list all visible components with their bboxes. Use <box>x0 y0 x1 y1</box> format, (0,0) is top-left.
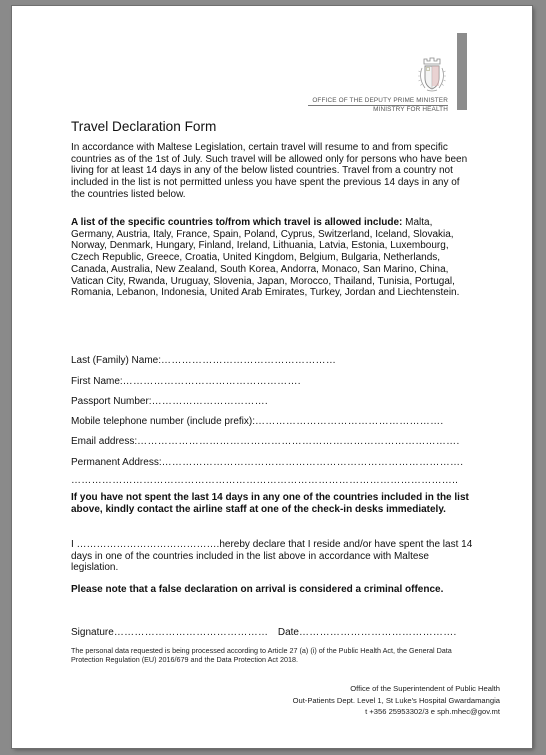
ministry-line-2: MINISTRY FOR HEALTH <box>373 106 448 113</box>
coat-of-arms-icon <box>415 56 449 94</box>
last-name-field[interactable] <box>71 355 481 367</box>
first-name-field[interactable] <box>71 376 481 388</box>
passport-number-blank[interactable]: ……………………………. <box>151 396 268 407</box>
countries-heading: A list of the specific countries to/from which travel is allowed include: <box>71 217 403 228</box>
date-label: Date <box>277 627 299 638</box>
signature-date-row <box>71 627 481 639</box>
office-address-footer <box>272 683 500 718</box>
passport-number-label: Passport Number: <box>71 396 152 407</box>
mobile-number-field[interactable] <box>71 416 481 428</box>
footer-contact: t +356 25953302/3 e sph.mhec@gov.mt <box>365 707 500 717</box>
countries-list: Malta, Germany, Austria, Italy, France, Spain, Poland, Cyprus, Switzerland, Iceland, Slovakia, Norway, Denmark, Hungary, Finland, Ireland, Lithuania, Latvia, Estonia, Luxembourg, Czech Republic, Greece, Croatia, United Kingdom, Belgium, Bulgaria, Netherlands, Canada, Australia, New Zealand, South Korea, Andorra, Monaco, San Marino, China, Vatican City, Rwanda, Uruguay, Slovenia, Japan, Morocco, Thailand, Tunisia, Portugal, Romania, Lebanon, Indonesia, United Arab Emirates, Turkey, Jordan and Liechtenstein. <box>71 217 460 299</box>
address-continuation-field[interactable] <box>71 475 481 487</box>
permanent-address-blank[interactable]: ……………………………………………………………………………. <box>161 457 464 468</box>
contact-airline-warning: If you have not spent the last 14 days in any one of the countries included in the list above, kindly contact the airline staff at one of the check-in desks immediately. <box>71 492 469 515</box>
residence-declaration: I …………………………………….hereby declare that I reside and/or have spent the last 14 days in one of the countries included in the list above in accordance with Maltese legislation. <box>71 539 473 574</box>
false-declaration-notice: Please note that a false declaration on arrival is considered a criminal offence. <box>71 584 444 595</box>
countries-paragraph <box>71 217 474 299</box>
ministry-divider <box>308 105 448 106</box>
email-label: Email address: <box>71 436 138 447</box>
email-field[interactable] <box>71 436 481 448</box>
ministry-line-1: OFFICE OF THE DEPUTY PRIME MINISTER <box>312 97 448 104</box>
first-name-label: First Name: <box>71 376 123 387</box>
first-name-blank[interactable]: ……………………………………………. <box>122 376 301 387</box>
last-name-label: Last (Family) Name: <box>71 355 162 366</box>
date-blank[interactable]: ………………………………………. <box>299 627 457 638</box>
email-blank[interactable]: …………………………………………………………………………………. <box>137 436 460 447</box>
signature-blank[interactable]: ……………………………………… <box>113 627 269 638</box>
form-title: Travel Declaration Form <box>71 119 217 134</box>
data-protection-notice: The personal data requested is being processed according to Article 27 (a) (i) of the Public Health Act, the General Data Protection Regulation (EU) 2016/679 and the Data Protection Act 2018. <box>71 646 452 665</box>
document-page <box>12 6 532 748</box>
footer-office: Office of the Superintendent of Public Health <box>350 684 500 693</box>
address-continuation-blank[interactable]: ………………………………………………………………………………………………….. <box>71 475 459 486</box>
permanent-address-label: Permanent Address: <box>71 457 162 468</box>
mobile-number-blank[interactable]: ………………………………………………. <box>255 416 444 427</box>
last-name-blank[interactable]: …………………………………………… <box>161 355 337 366</box>
header-accent-bar <box>457 33 467 110</box>
mobile-number-label: Mobile telephone number (include prefix): <box>71 416 255 427</box>
passport-number-field[interactable] <box>71 396 481 408</box>
permanent-address-field[interactable] <box>71 457 481 469</box>
intro-paragraph: In accordance with Maltese Legislation, certain travel will resume to and from specific countries as of the 1st of July. Such travel will be allowed only for persons who have been living for at least 14 days in any of the below listed countries. Travel from a country not included in the list is not permitted unless you have spent the previous 14 days in any of the countries listed below. <box>71 142 468 200</box>
signature-label: Signature <box>71 627 114 638</box>
footer-address: Out-Patients Dept. Level 1, St Luke's Hospital Gwardamangia <box>292 695 500 705</box>
